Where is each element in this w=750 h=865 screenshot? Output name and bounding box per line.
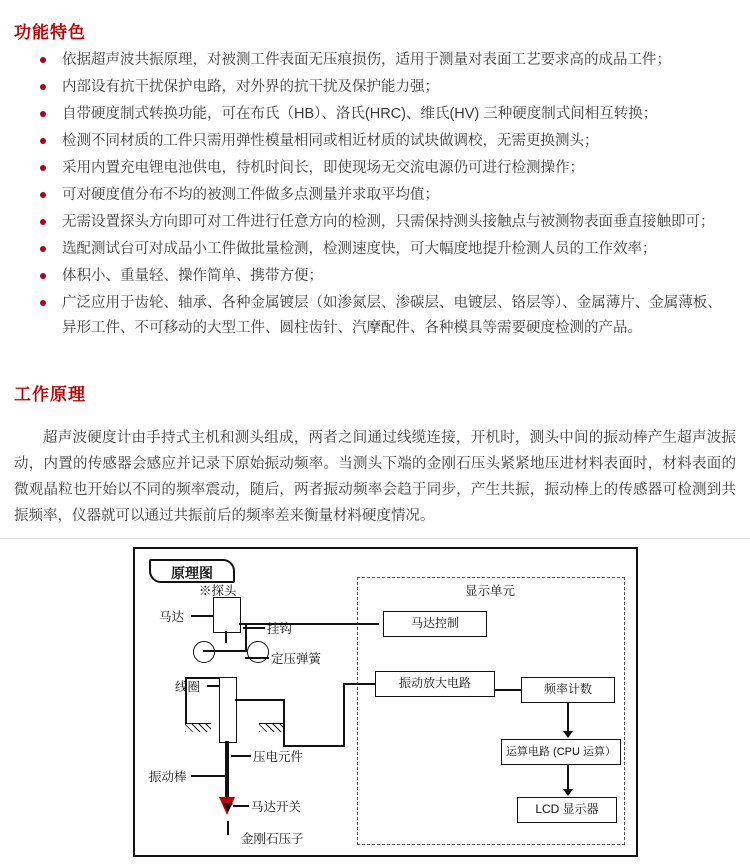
label-diamond: 金刚石压子: [241, 832, 304, 846]
principle-paragraph: 超声波硬度计由手持式主机和测头组成，两者之间通过线缆连接，开机时，测头中间的振动棒产生超声波振动，内置的传感器会感应并记录下原始振动频率。当测头下端的金刚石压头紧紧地压进材料表面时，材料表面的微观晶粒也开始以不同的频率震动，随后，两者振动频率会趋于同步，产生共振，振动棒上的传感器可检测到共振频率，仪器就可以通过共振前后的频率差来衡量材料硬度情况。: [14, 429, 736, 524]
leader-switch: [233, 805, 249, 807]
features-heading: 功能特色: [14, 23, 86, 42]
bullet-icon: [40, 300, 46, 306]
principle-diagram: [0, 538, 750, 865]
display-unit-label: 显示单元: [465, 584, 516, 598]
list-item-text: 依据超声波共振原理，对被测工件表面无压痕损伤，适用于测量对表面工艺要求高的成品工件；: [62, 52, 671, 68]
list-item-text: 采用内置充电锂电池供电，待机时间长，即使现场无交流电源仍可进行检测操作；: [62, 160, 584, 176]
list-item-text: 无需设置探头方向即可对工件进行任意方向的检测，只需保持测头接触点与被测物表面垂直接触即可；: [62, 214, 715, 230]
list-item: [14, 291, 736, 341]
spring-bar: [203, 650, 247, 652]
probe-shape: [213, 597, 241, 633]
coil-wire-right: [235, 699, 283, 701]
list-item-text: 内部设有抗干扰保护电路，对外界的抗干扰及保护能力强；: [62, 79, 439, 95]
bullet-icon: [40, 165, 46, 171]
vibration-rod-shape: [225, 741, 229, 799]
label-coil: 线圈: [175, 680, 201, 694]
label-piezo: 压电元件: [253, 750, 304, 764]
bullet-icon: [40, 219, 46, 225]
bullet-icon: [40, 84, 46, 90]
cpu-block: 运算电路 (CPU 运算）: [501, 739, 621, 765]
features-list: [14, 48, 736, 343]
list-item: [14, 129, 736, 154]
pulley-right-icon: [247, 641, 269, 663]
leader-coil: [207, 685, 219, 687]
diagram-title: 原理图: [149, 559, 235, 583]
list-item: [14, 156, 736, 181]
leader-hook: [243, 627, 265, 629]
list-item: [14, 183, 736, 208]
leader-piezo: [231, 755, 251, 757]
motor-control-block: 马达控制: [383, 611, 487, 637]
list-item-text: 可对硬度值分布不均的被测工件做多点测量并求取平均值；: [62, 187, 439, 203]
label-probe: ※探头: [199, 584, 237, 598]
label-motor: 马达: [159, 610, 185, 624]
leader-motor: [191, 615, 213, 617]
label-vibration-rod: 振动棒: [149, 770, 187, 784]
freq-to-cpu-arrow-icon: [563, 731, 573, 738]
support-hatch-right: [259, 723, 285, 732]
amp-to-freq-wire: [495, 689, 521, 691]
coil-body: [219, 677, 237, 743]
list-item: [14, 264, 736, 289]
list-item-text: 检测不同材质的工件只需用弹性模量相同或相近材质的试块做调校，无需更换测头；: [62, 133, 599, 149]
probe-stem: [225, 631, 227, 643]
coil-wire-down: [283, 699, 285, 747]
bullet-icon: [40, 111, 46, 117]
bullet-icon: [40, 192, 46, 198]
vibration-amplifier-block: 振动放大电路: [375, 671, 495, 697]
list-item-text: 自带硬度制式转换功能，可在布氏（HB）、洛氏(HRC)、维氏(HV) 三种硬度制式间相互转换；: [62, 106, 658, 122]
bullet-icon: [40, 57, 46, 63]
principle-heading: 工作原理: [14, 385, 86, 404]
bullet-icon: [40, 246, 46, 252]
list-item: [14, 210, 736, 235]
label-motor-switch: 马达开关: [251, 800, 302, 814]
leader-rod: [191, 775, 225, 777]
list-item-text: 体积小、重量轻、操作简单、携带方便；: [62, 268, 323, 284]
list-item: [14, 75, 736, 100]
bullet-icon: [40, 273, 46, 279]
motor-ctrl-wire: [239, 623, 379, 625]
list-item-text: 广泛应用于齿轮、轴承、各种金属镀层（如渗氮层、渗碳层、电镀层、铬层等）、金属薄片、金属薄板、异形工件、不可移动的大型工件、圆柱齿针、汽摩配件、各种模具等需要硬度检测的产品。: [62, 295, 722, 336]
signal-wire-up: [343, 683, 345, 747]
force-arrow-icon: [223, 803, 233, 812]
freq-to-cpu-wire: [567, 703, 569, 733]
cpu-to-lcd-wire: [567, 765, 569, 791]
signal-wire-to-amp: [343, 683, 377, 685]
leader-diamond: [227, 821, 229, 835]
list-item: [14, 237, 736, 262]
list-item-text: 选配测试台可对成品小工件做批量检测，检测速度快，可大幅度地提升检测人员的工作效率；: [62, 241, 657, 257]
label-hook: 挂钩: [267, 622, 293, 636]
pulley-left-icon: [193, 641, 215, 663]
leader-spring: [245, 657, 269, 659]
support-hatch-left: [185, 723, 211, 732]
bullet-icon: [40, 138, 46, 144]
list-item: [14, 102, 736, 127]
frequency-counter-block: 频率计数: [521, 677, 615, 703]
label-spring: 定压弹簧: [271, 652, 322, 666]
list-item: [14, 48, 736, 73]
diagram-frame: [133, 547, 638, 857]
cpu-to-lcd-arrow-icon: [563, 789, 573, 796]
lcd-block: LCD 显示器: [517, 797, 617, 823]
